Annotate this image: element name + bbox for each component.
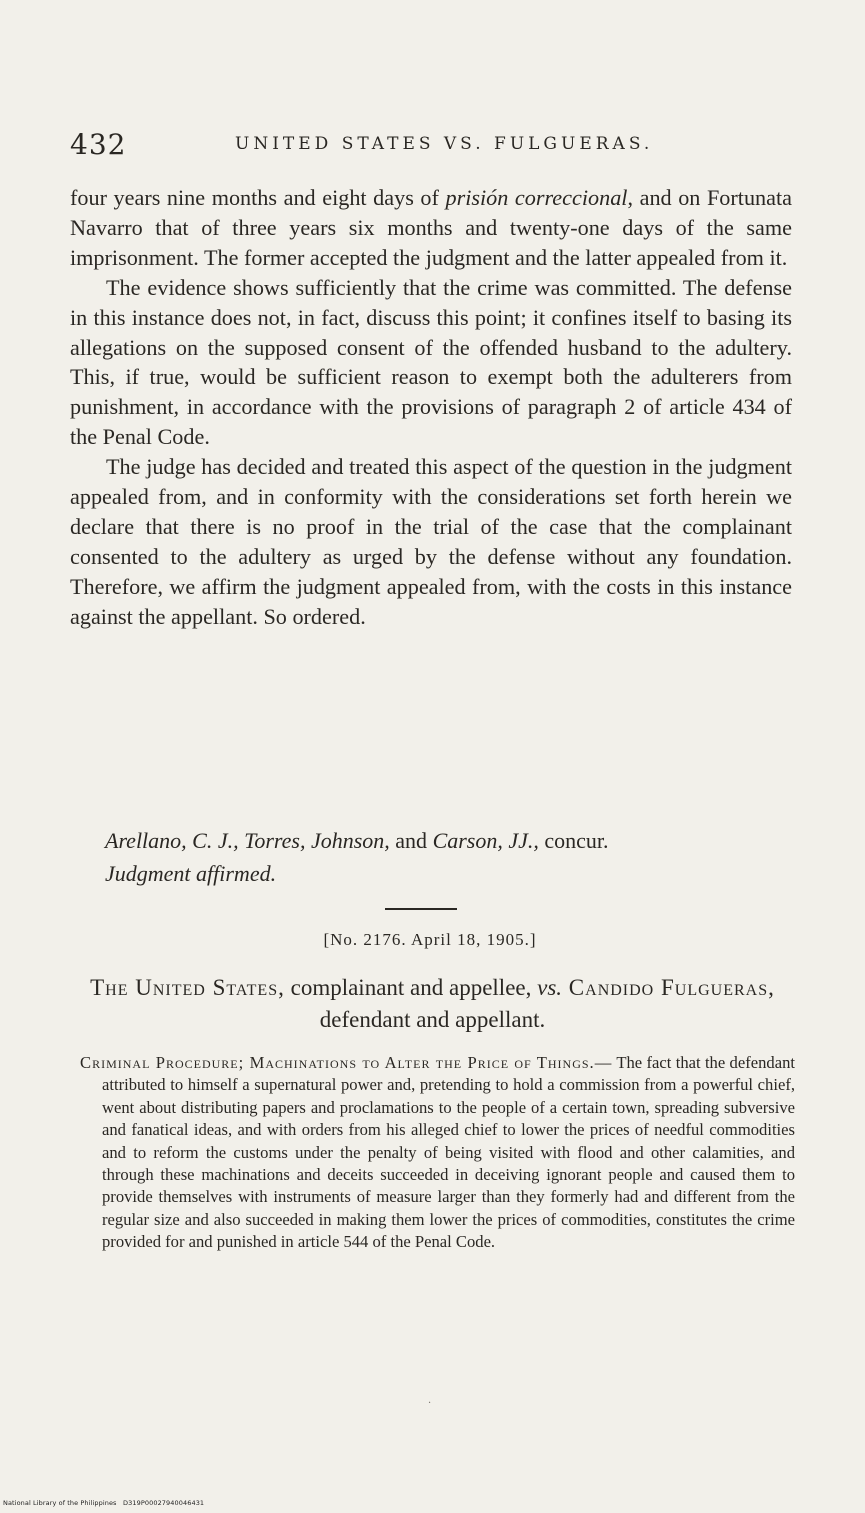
judges-list-last: Carson, JJ., <box>432 828 539 853</box>
italic-term: prisión correccional <box>445 185 628 210</box>
syllabus <box>80 1052 795 1254</box>
scan-footer <box>3 1499 204 1507</box>
running-head <box>70 128 790 168</box>
running-title: UNITED STATES VS. FULGUERAS. <box>235 134 654 154</box>
syllabus-paragraph <box>80 1052 795 1254</box>
scan-id: D319P00027940046431 <box>123 1499 205 1507</box>
case-title: The United States, complainant and appellee, vs. Candido Fulgueras, defendant and appellant. <box>90 975 775 1032</box>
opinion-body <box>70 183 792 632</box>
disposition: Judgment affirmed. <box>105 861 277 886</box>
library-name: National Library of the Philippines <box>3 1499 117 1507</box>
docket-line: [No. 2176. April 18, 1905.] <box>323 930 537 949</box>
syllabus-text: The fact that the defendant attributed to himself a supernatural power and, pretending to hold a commission from a powerful chief, went about distributing papers and proclamations to the people of a certain town, spreading subversive and fanatical ideas, and with orders from his alleged chief to lower the prices of needful commodities and to reform the customs under the penalty of being visited with flood and other calamities, and through these machinations and deceits succeeded in deceiving ignorant people and caused them to provide themselves with instruments of measure larger than they formerly had and different from the regular size and also succeeded in making them lower the prices of commodities, constitutes the crime provided for and punished in article 544 of the Penal Code. <box>102 1053 795 1252</box>
concurrence-line: Arellano, C. J., Torres, Johnson, and Carson, JJ., concur. <box>105 828 609 853</box>
syllabus-heading: Criminal Procedure; Machinations to Alter the Price of Things.— <box>80 1053 613 1072</box>
paragraph-3: The judge has decided and treated this aspect of the question in the judgment appealed from, and in conformity with the considerations set forth herein we declare that there is no proof in the trial of the case that the complainant consented to the adultery as urged by the defense without any foundation. Therefore, we affirm the judgment appealed from, with the costs in this instance against the appellant. So ordered. <box>70 454 792 629</box>
judges-list: Arellano, C. J., Torres, Johnson, <box>105 828 390 853</box>
paragraph-1: four years nine months and eight days of prisión correccional, and on Fortunata Navarro that of three years six months and twenty-one days of the same imprisonment. The former accepted the judgment and the latter appealed from it. <box>70 185 792 270</box>
page-number: 432 <box>70 128 127 161</box>
section-divider <box>385 908 457 910</box>
print-mark: · <box>428 1398 432 1409</box>
paragraph-2: The evidence shows sufficiently that the crime was committed. The defense in this instance does not, in fact, discuss this point; it confines itself to basing its allegations on the supposed consent of the offended husband to the adultery. This, if true, would be sufficient reason to exempt both the adulterers from punishment, in accordance with the provisions of paragraph 2 of article 434 of the Penal Code. <box>70 274 792 450</box>
